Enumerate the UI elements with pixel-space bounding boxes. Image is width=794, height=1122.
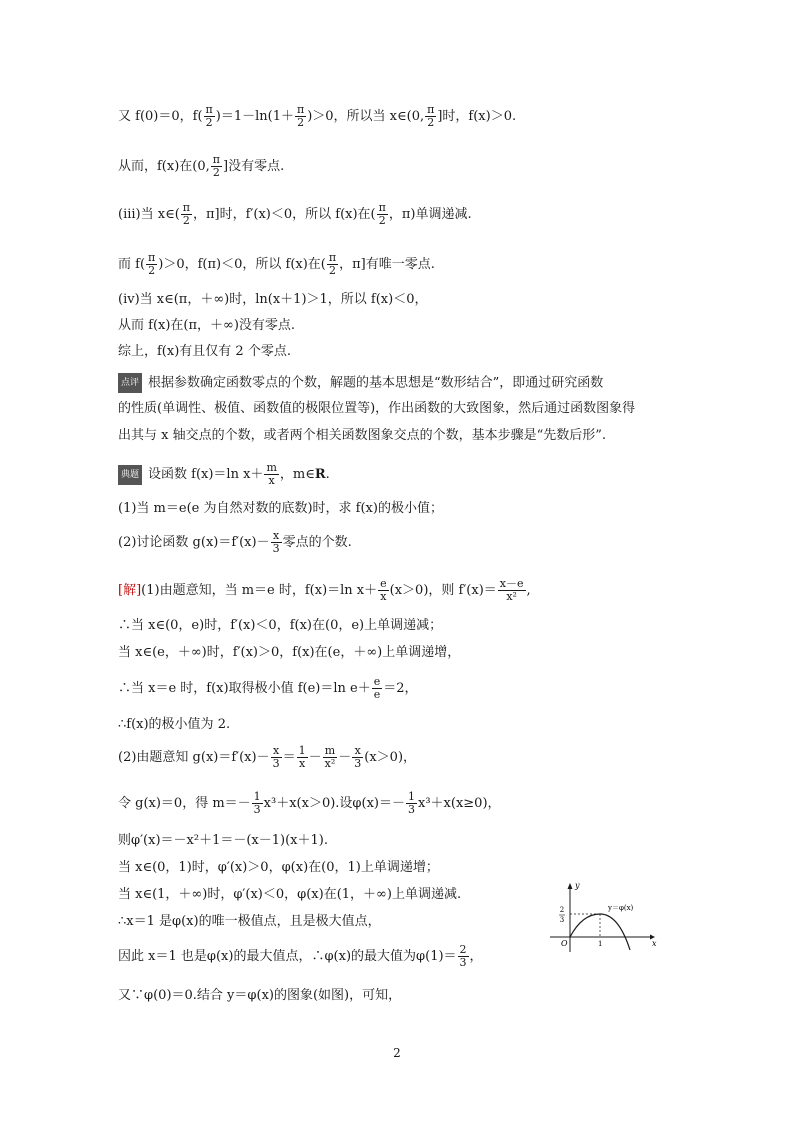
fraction: $\frac{\pi}{2}$ [182,201,191,227]
fraction: $\frac{e}{e}$ [373,675,381,701]
phi-graph-figure [548,880,658,955]
example-part-2: (2)讨论函数 g(x)＝f′(x)－ $\frac{x}{3}$ 零点的个数. [118,529,352,555]
page-number: 2 [393,1046,401,1060]
solution-line-1: [解](1)由题意知，当 m＝e 时，f(x)＝ln x＋ $\frac{e}{x}$ (x＞0)，则 f′(x)＝ $\frac{x-e}{\text{x²}}$ , [118,577,531,603]
solution-line-7: 令 g(x)＝0，得 m＝－ $\frac{1}{3}$ x³＋x(x＞0).设φ(x)＝－ $\frac{1}{3}$ x³＋x(x≥0)， [118,790,501,816]
proof-line-no-zero-iv: 从而 f(x)在(π，＋∞)没有零点. [118,318,296,333]
two-thirds-numerator: 2 [559,906,565,914]
proof-line-case-iv: (iv)当 x∈(π，＋∞)时，ln(x＋1)＞1，所以 f(x)＜0， [118,292,428,307]
solution-line-13: 又∵φ(0)＝0.结合 y＝φ(x)的图象(如图)，可知， [118,988,402,1003]
fraction: $\frac{x}{3}$ [354,744,362,770]
y-axis-label: y [575,881,580,890]
solution-line-4: ∴当 x＝e 时，f(x)取得极小值 f(e)＝ln e＋ $\frac{e}{e}$ ＝2， [118,675,418,701]
example-part-1: (1)当 m＝e(e 为自然对数的底数)时，求 f(x)的极小值； [118,501,443,516]
proof-line-case-iii: (iii)当 x∈( $\frac{\pi}{2}$ ，π]时，f′(x)＜0，所以 f(x)在( $\frac{\pi}{2}$ ，π)单调递减. [118,201,472,227]
proof-line-unique-zero: 而 f( $\frac{\pi}{2}$ )＞0，f(π)＜0，所以 f(x)在( $\frac{\pi}{2}$ ，π]有唯一零点. [118,251,435,277]
solution-line-8: 则φ′(x)＝－x²＋1＝－(x－1)(x＋1). [118,833,328,848]
fraction: $\frac{\pi}{2}$ [296,103,305,129]
solution-line-10: 当 x∈(1，＋∞)时，φ′(x)＜0，φ(x)在(1，＋∞)上单调递减. [118,887,462,902]
fraction: $\frac{m}{x}$ [266,461,277,487]
comment-line-3: 出其与 x 轴交点的个数，或者两个相关函数图象交点的个数，基本步骤是“先数后形”. [118,428,607,443]
x-one-label: 1 [598,940,603,948]
solution-line-2: ∴当 x∈(0，e)时，f′(x)＜0，f(x)在(0，e)上单调递减； [118,618,443,633]
fraction: $\frac{\pi}{2}$ [148,251,156,277]
origin-label: O [561,939,568,948]
proof-conclusion: 综上，f(x)有且仅有 2 个零点. [118,344,291,359]
fraction: $\frac{1}{3}$ [408,790,416,816]
comment-tag: 点评 [118,373,142,393]
comment-line-1: 点评 根据参数确定函数零点的个数，解题的基本思想是“数形结合”，即通过研究函数 [118,373,603,393]
y-axis-arrow [568,883,573,889]
fraction: $\frac{\pi}{2}$ [328,251,337,277]
solution-line-9: 当 x∈(0，1)时，φ′(x)＞0，φ(x)在(0，1)上单调递增； [118,860,439,875]
two-thirds-denominator: 3 [559,916,565,924]
comment-line-2: 的性质(单调性、极值、函数值的极限位置等)，作出函数的大致图象，然后通过函数图象得 [118,401,636,416]
solution-line-6: (2)由题意知 g(x)＝f′(x)－ $\frac{x}{3}$ ＝ $\frac{1}{x}$ － $\frac{m}{\text{x²}}$ － $\frac{x}{3}$ (x＞0)， [118,744,417,770]
fraction: $\frac{x}{3}$ [272,529,280,555]
fraction: $\frac{1}{3}$ [253,790,261,816]
proof-line-zero-at-pi-half: 又 f(0)＝0，f( $\frac{\pi}{2}$ )＝1－ln(1＋ $\frac{\pi}{2}$ )＞0，所以当 x∈(0, $\frac{\pi}{2}$ ]时，f(x)＞0. [118,103,517,129]
fraction: $\frac{2}{3}$ [459,943,467,969]
solution-line-11: ∴x＝1 是φ(x)的唯一极值点，且是极大值点， [118,914,381,929]
fraction: $\frac{\pi}{2}$ [427,103,435,129]
fraction: $\frac{\pi}{2}$ [212,153,220,179]
fraction: $\frac{m}{\text{x²}}$ [324,744,336,770]
example-problem-statement: 典题 设函数 f(x)＝ln x＋ $\frac{m}{x}$ ，m∈R. [118,462,330,487]
solution-label: [解] [118,583,142,598]
solution-line-3: 当 x∈(e，＋∞)时，f′(x)＞0，f(x)在(e，＋∞)上单调递增， [118,645,461,660]
example-tag: 典题 [118,465,142,485]
fraction: $\frac{x}{3}$ [272,744,280,770]
fraction: $\frac{\pi}{2}$ [378,201,386,227]
fraction: $\frac{e}{x}$ [380,577,387,603]
x-axis-label: x [652,939,657,948]
curve-label: y＝φ(x) [608,904,634,912]
proof-line-no-zero: 从而，f(x)在(0, $\frac{\pi}{2}$ ]没有零点. [118,153,285,179]
solution-line-12: 因此 x＝1 也是φ(x)的最大值点，∴φ(x)的最大值为φ(1)＝ $\frac{2}{3}$ ， [118,943,483,969]
solution-line-5: ∴f(x)的极小值为 2. [118,717,231,732]
fraction: $\frac{1}{x}$ [298,744,306,770]
fraction: $\frac{x-e}{\text{x²}}$ [499,577,524,603]
fraction: $\frac{\pi}{2}$ [205,103,213,129]
